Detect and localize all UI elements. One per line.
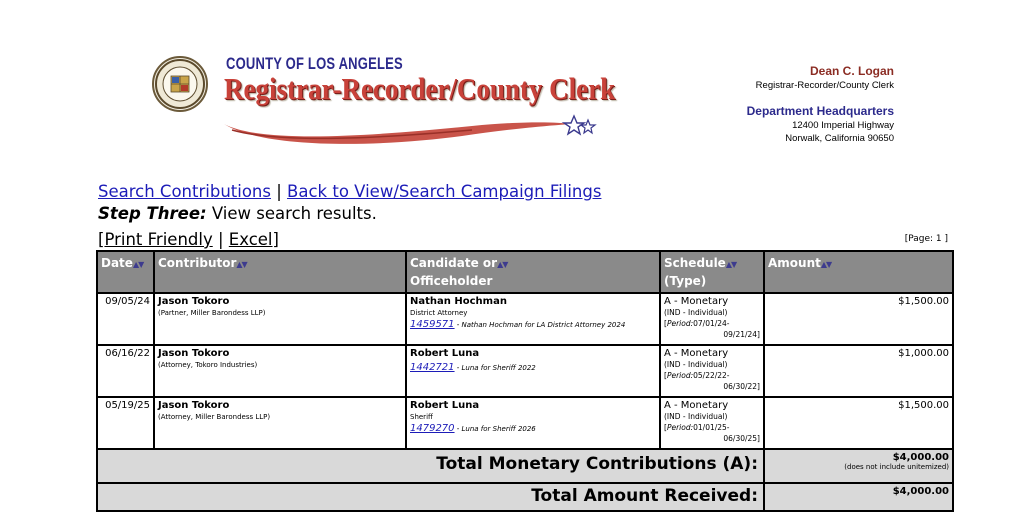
- committee-name: - Luna for Sheriff 2026: [454, 425, 536, 433]
- period-end: 06/30/25]: [723, 434, 760, 443]
- schedule-type: (IND - Individual): [664, 308, 728, 317]
- schedule-name: A - Monetary: [664, 400, 729, 411]
- contributor-detail: (Attorney, Tokoro Industries): [158, 361, 258, 369]
- total-received-row: [97, 483, 953, 511]
- row-date: 09/05/24: [97, 293, 154, 345]
- bracket-close: ]: [272, 230, 279, 249]
- contributor-detail: (Partner, Miller Barondess LLP): [158, 309, 266, 317]
- row-schedule: A - Monetary (IND - Individual) [Period:01/01/25- 06/30/25]: [660, 397, 764, 449]
- total-monetary-label: Total Monetary Contributions (A):: [97, 449, 764, 483]
- period-start: 05/22/22-: [693, 371, 730, 380]
- column-header-contributor[interactable]: [154, 251, 406, 293]
- total-received-amount: $4,000.00: [764, 483, 953, 511]
- total-monetary-row: [97, 449, 953, 483]
- filing-id-link[interactable]: 1459571: [410, 319, 455, 330]
- schedule-name: A - Monetary: [664, 296, 729, 307]
- contributor-name: Jason Tokoro: [158, 400, 230, 411]
- candidate-name: Nathan Hochman: [410, 296, 507, 307]
- logo-swoosh-icon: [222, 104, 602, 148]
- official-name: Dean C. Logan: [809, 64, 894, 78]
- period-label: Period:: [666, 423, 694, 432]
- hq-title: Department Headquarters: [746, 104, 894, 118]
- bracket-open: [: [98, 230, 105, 249]
- hq-address-line1: 12400 Imperial Highway: [792, 120, 894, 131]
- contributor-detail: (Attorney, Miller Barondess LLP): [158, 413, 271, 421]
- period-start: 07/01/24-: [693, 319, 730, 328]
- period-end: 09/21/24]: [723, 330, 760, 339]
- date-header-label: Date: [101, 256, 133, 270]
- row-contributor: [154, 397, 406, 449]
- row-amount: $1,500.00: [764, 293, 953, 345]
- nav-separator: |: [270, 182, 288, 201]
- column-header-schedule[interactable]: [660, 251, 764, 293]
- step-instruction: [98, 204, 377, 223]
- filing-id-link[interactable]: 1479270: [410, 423, 455, 434]
- step-label: Step Three:: [98, 204, 207, 223]
- export-separator: |: [212, 230, 229, 249]
- county-seal-icon: [152, 56, 208, 112]
- schedule-type: (IND - Individual): [664, 360, 728, 369]
- sort-arrows-icon[interactable]: ▲▼: [236, 260, 247, 269]
- total-monetary-cell: [764, 449, 953, 483]
- table-row: [97, 397, 953, 449]
- row-schedule: A - Monetary (IND - Individual) [Period:05/22/22- 06/30/22]: [660, 345, 764, 397]
- sort-arrows-icon[interactable]: ▲▼: [820, 260, 832, 269]
- column-header-candidate[interactable]: [406, 251, 660, 293]
- search-contributions-link[interactable]: Search Contributions: [98, 182, 271, 201]
- candidate-header-label-2: Officeholder: [410, 274, 493, 288]
- total-monetary-note: (does not include unitemized): [844, 463, 949, 471]
- committee-name: - Luna for Sheriff 2022: [454, 364, 536, 372]
- total-monetary-amount: $4,000.00: [892, 452, 949, 463]
- table-header-row: [97, 251, 953, 293]
- period-end: 06/30/22]: [723, 382, 760, 391]
- row-contributor: [154, 293, 406, 345]
- total-received-label: Total Amount Received:: [97, 483, 764, 511]
- amount-header-label: Amount: [768, 256, 821, 270]
- table-row: [97, 345, 953, 397]
- column-header-amount[interactable]: [764, 251, 953, 293]
- contributor-header-label: Contributor: [158, 256, 237, 270]
- candidate-name: Robert Luna: [410, 348, 480, 359]
- candidate-office: District Attorney: [410, 309, 468, 317]
- hq-address-line2: Norwalk, California 90650: [785, 133, 894, 144]
- contributor-name: Jason Tokoro: [158, 348, 230, 359]
- contributor-name: Jason Tokoro: [158, 296, 230, 307]
- step-text: View search results.: [206, 204, 377, 223]
- filing-id-link[interactable]: 1442721: [410, 362, 455, 373]
- row-schedule: A - Monetary (IND - Individual) [Period:07/01/24- 09/21/24]: [660, 293, 764, 345]
- period-label: Period:: [666, 319, 694, 328]
- period-label: Period:: [666, 371, 694, 380]
- top-navigation: [98, 182, 601, 201]
- table-row: [97, 293, 953, 345]
- export-options: [98, 230, 279, 249]
- row-candidate: [406, 293, 660, 345]
- sort-arrows-icon[interactable]: ▲▼: [132, 260, 144, 269]
- schedule-name: A - Monetary: [664, 348, 729, 359]
- sort-arrows-icon[interactable]: ▲▼: [725, 260, 737, 269]
- row-amount: $1,000.00: [764, 345, 953, 397]
- row-amount: $1,500.00: [764, 397, 953, 449]
- period-start: 01/01/25-: [693, 423, 730, 432]
- row-candidate: [406, 345, 660, 397]
- logo-department-text: Registrar-Recorder/County Clerk: [224, 72, 616, 106]
- schedule-type: (IND - Individual): [664, 412, 728, 421]
- logo-county-text: COUNTY OF LOS ANGELES: [226, 54, 403, 73]
- column-header-date[interactable]: [97, 251, 154, 293]
- candidate-name: Robert Luna: [410, 400, 480, 411]
- print-friendly-link[interactable]: Print Friendly: [104, 230, 213, 249]
- candidate-office: Sheriff: [410, 413, 433, 421]
- official-title: Registrar-Recorder/County Clerk: [755, 80, 894, 91]
- committee-name: - Nathan Hochman for LA District Attorney 2024: [454, 321, 626, 329]
- candidate-header-label: Candidate or: [410, 256, 498, 270]
- sort-arrows-icon[interactable]: ▲▼: [497, 260, 508, 269]
- row-date: 06/16/22: [97, 345, 154, 397]
- row-contributor: [154, 345, 406, 397]
- results-table: [96, 250, 954, 512]
- excel-link[interactable]: Excel: [228, 230, 273, 249]
- schedule-header-label: Schedule: [664, 256, 726, 270]
- page-indicator: [Page: 1 ]: [904, 234, 948, 244]
- row-candidate: [406, 397, 660, 449]
- row-date: 05/19/25: [97, 397, 154, 449]
- schedule-header-label-2: (Type): [664, 274, 707, 288]
- back-to-filings-link[interactable]: Back to View/Search Campaign Filings: [287, 182, 602, 201]
